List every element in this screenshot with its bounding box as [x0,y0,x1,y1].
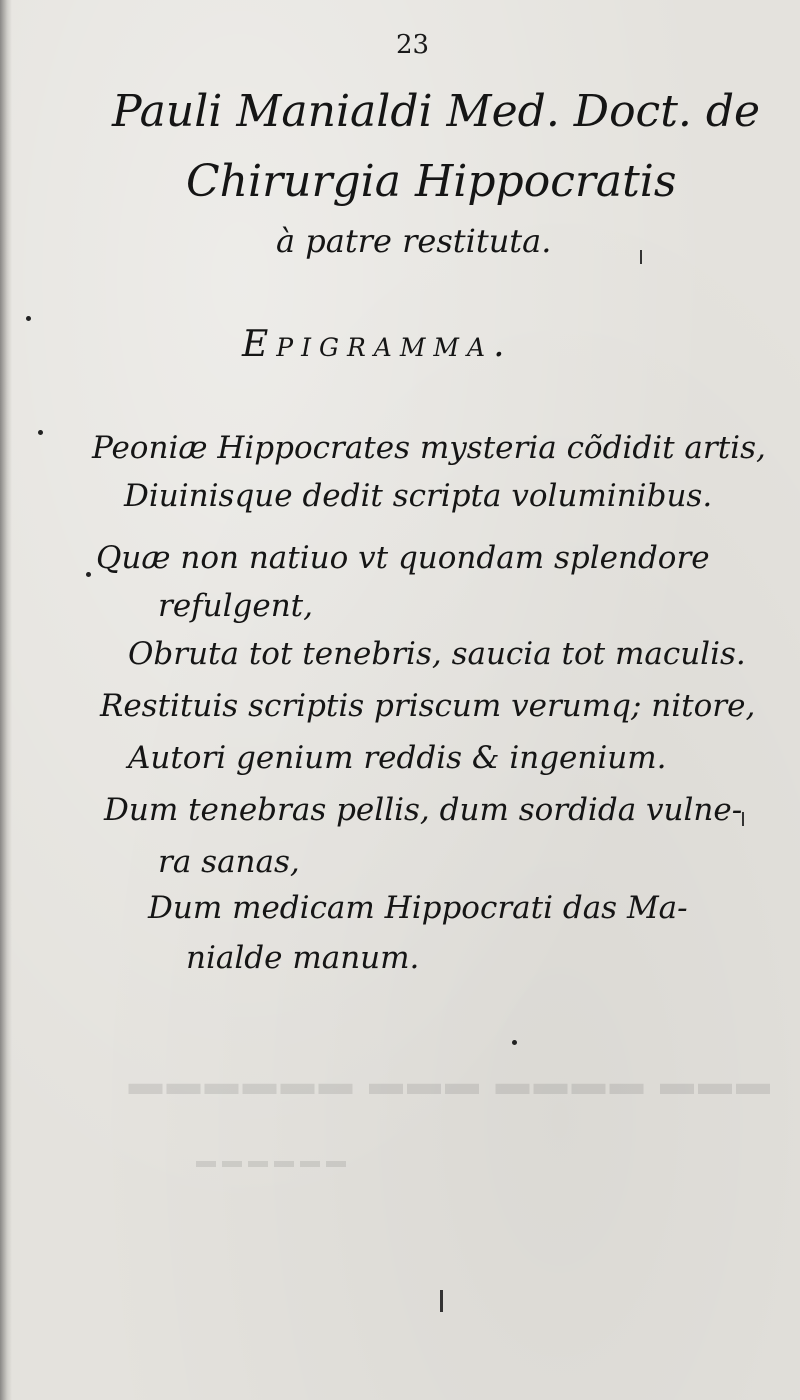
verse-line: ra sanas, [158,844,300,880]
title-line-2: Chirurgia Hippocratis [186,156,677,207]
verse-line: Restituis scriptis priscum verumq; nitore, [100,688,756,724]
verse-line: Obruta tot tenebris, saucia tot maculis. [128,636,746,672]
ink-mark [640,250,642,264]
verse-line: Autori genium reddis & ingenium. [128,740,667,776]
title-line-1: Pauli Manialdi Med. Doct. de [112,86,761,137]
epigram-heading: Epigramma. [242,324,513,365]
page-number: 23 [396,30,430,60]
title-line-3: à patre restituta. [276,222,552,260]
verse-line: Diuinisque dedit scripta voluminibus. [124,478,713,514]
ink-speck [512,1040,517,1045]
ink-mark [742,812,744,826]
verse-line: nialde manum. [186,940,420,976]
ink-mark [440,1290,443,1312]
verse-line: Dum tenebras pellis, dum sordida vulne- [104,792,743,828]
verse-line: Quæ non natiuo vt quondam splendore [96,540,710,576]
verse-line: Peoniæ Hippocrates mysteria cõdidit artis, [92,430,766,466]
ink-speck [26,316,31,321]
ink-speck [86,572,91,577]
verse-line: refulgent, [158,588,313,624]
ink-speck [38,430,43,435]
show-through-decoration-2: ▬▬▬▬▬▬ [190,1150,346,1172]
verse-line: Dum medicam Hippocrati das Ma- [148,890,688,926]
page-binding-edge [0,0,12,1400]
show-through-decoration: ▬▬▬ ▬▬▬▬ ▬▬▬ ▬▬▬▬▬▬ [124,1065,770,1102]
